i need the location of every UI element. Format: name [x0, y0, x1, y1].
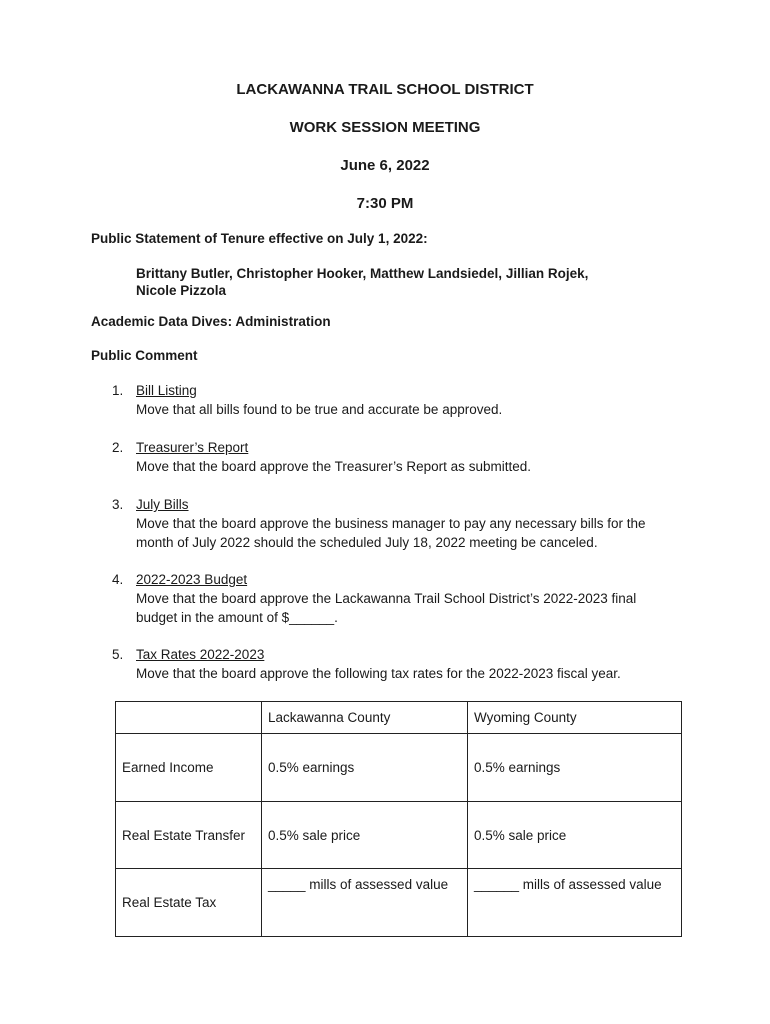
district-title: LACKAWANNA TRAIL SCHOOL DISTRICT — [236, 81, 534, 98]
item-number: 4. — [112, 572, 124, 587]
table-cell: Earned Income — [116, 734, 262, 802]
item-number: 3. — [112, 497, 124, 512]
table-header-cell: Wyoming County — [468, 702, 682, 734]
meeting-date: June 6, 2022 — [340, 157, 430, 174]
item-number: 5. — [112, 647, 124, 662]
tenure-names-line1: Brittany Butler, Christopher Hooker, Matthew Landsiedel, Jillian Rojek, — [136, 266, 589, 281]
item-text: Move that the board approve the Treasurer’s Report as submitted. — [136, 459, 531, 474]
meeting-title: WORK SESSION MEETING — [289, 119, 481, 136]
item-number: 2. — [112, 440, 124, 455]
meeting-time: 7:30 PM — [356, 195, 414, 212]
table-cell: Real Estate Transfer — [116, 802, 262, 869]
item-text: Move that the board approve the following tax rates for the 2022-2023 fiscal year. — [136, 666, 621, 681]
tenure-names-line2: Nicole Pizzola — [136, 283, 227, 298]
academic-heading: Academic Data Dives: Administration — [91, 314, 331, 329]
item-title: Tax Rates 2022-2023 — [136, 647, 265, 662]
table-row — [116, 869, 682, 937]
table-cell: ______ mills of assessed value — [468, 869, 682, 937]
table-header-row — [116, 702, 682, 734]
tenure-names — [136, 265, 588, 299]
table-cell: 0.5% earnings — [262, 734, 468, 802]
item-text: Move that all bills found to be true and accurate be approved. — [136, 402, 503, 417]
item-title: Treasurer’s Report — [136, 440, 249, 455]
tax-rates-table — [115, 701, 682, 937]
item-text: Move that the board approve the Lackawanna Trail School District’s 2022-2023 final budget in the amount of $______. — [136, 591, 637, 625]
table-cell: _____ mills of assessed value — [262, 869, 468, 937]
table-row — [116, 734, 682, 802]
table-row — [116, 802, 682, 869]
item-number: 1. — [112, 383, 124, 398]
table-cell: Real Estate Tax — [116, 869, 262, 937]
tenure-heading: Public Statement of Tenure effective on July 1, 2022: — [91, 231, 428, 246]
table-cell: 0.5% sale price — [468, 802, 682, 869]
table-cell: 0.5% earnings — [468, 734, 682, 802]
table-cell: 0.5% sale price — [262, 802, 468, 869]
item-text: Move that the board approve the business manager to pay any necessary bills for the month of July 2022 should the scheduled July 18, 2022 meeting be canceled. — [136, 516, 646, 550]
table-header-cell — [116, 702, 262, 734]
table-header-cell: Lackawanna County — [262, 702, 468, 734]
item-title: July Bills — [136, 497, 189, 512]
public-comment-heading: Public Comment — [91, 348, 198, 363]
item-title: 2022-2023 Budget — [136, 572, 248, 587]
item-title: Bill Listing — [136, 383, 197, 398]
